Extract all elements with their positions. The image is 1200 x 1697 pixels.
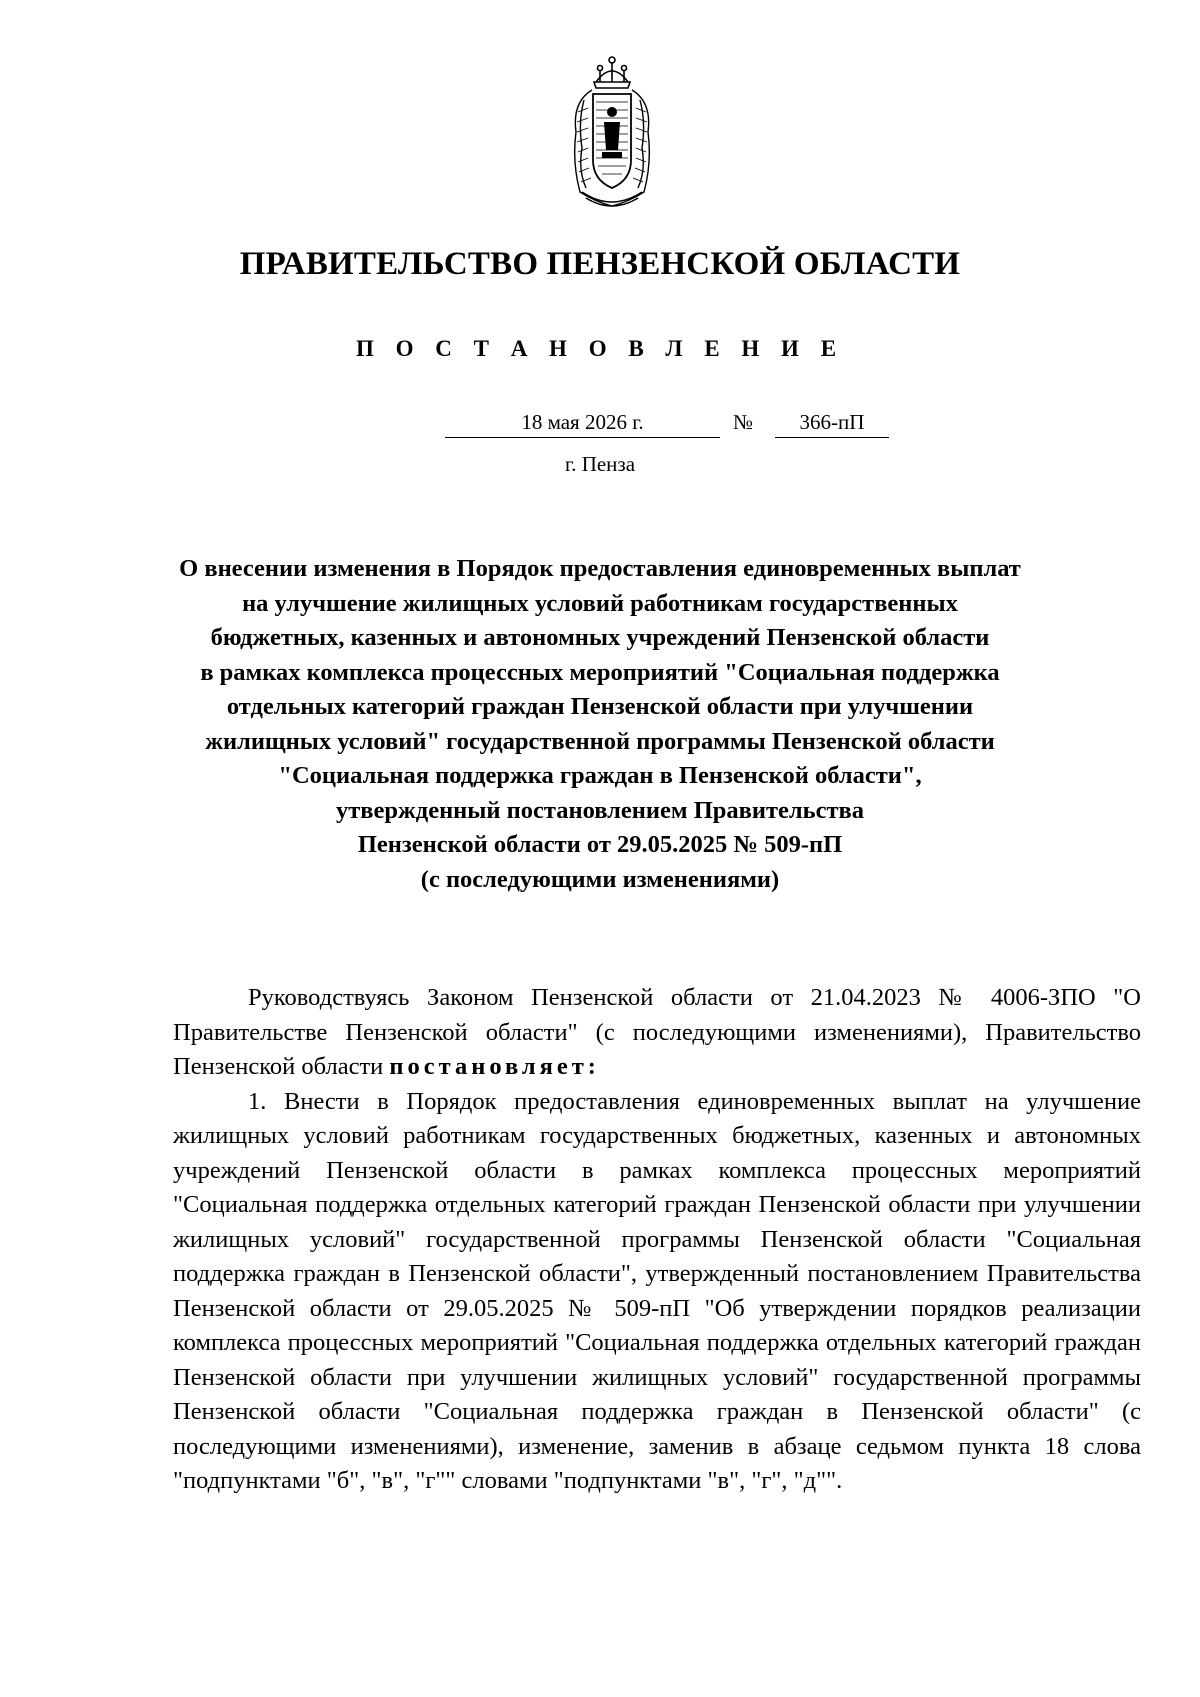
subject-line: жилищных условий" государственной программы Пензенской области bbox=[205, 727, 995, 755]
subject-line: О внесении изменения в Порядок предоставления единовременных выплат bbox=[179, 555, 1021, 582]
subject-line: в рамках комплекса процессных мероприятий "Социальная поддержка bbox=[200, 658, 1000, 686]
item-1-paragraph: 1. Внести в Порядок предоставления единовременных выплат на улучшение жилищных условий работникам государственных бюджетных, казенных и автономных учреждений Пензенской области в рамках комплекса процессных мероприятий "Социальная поддержка отдельных категорий граждан Пензенской области при улучшении жилищных условий" государственной программы Пензенской области "Социальная поддержка граждан в Пензенской области", утвержденный постановлением Правительства Пензенской области от 29.05.2025 № 509-пП "Об утверждении порядков реализации комплекса процессных мероприятий "Социальная поддержка отдельных категорий граждан Пензенской области при улучшении жилищных условий" государственной программы Пензенской области "Социальная поддержка граждан в Пензенской области" (с последующими изменениями), изменение, заменив в абзаце седьмом пункта 18 слова "подпунктами "б", "в", "г"" словами "подпунктами "в", "г", "д"". bbox=[173, 1087, 1141, 1494]
document-subject bbox=[130, 552, 1070, 897]
document-number: 366-пП bbox=[775, 410, 889, 438]
number-sign: № bbox=[733, 410, 754, 434]
preamble-text: Руководствуясь Законом Пензенской области от 21.04.2023 № 4006-ЗПО "О Правительстве Пензенской области" (с последующими изменениями), Правительство Пензенской области bbox=[173, 984, 1141, 1080]
decrees-word: постановляет: bbox=[389, 1053, 600, 1080]
subject-line: Пензенской области от 29.05.2025 № 509-пП bbox=[357, 831, 843, 858]
document-city: г. Пенза bbox=[564, 452, 636, 476]
subject-line: утвержденный постановлением Правительства bbox=[336, 796, 864, 824]
subject-line: (с последующими изменениями) bbox=[420, 865, 780, 893]
subject-line: бюджетных, казенных и автономных учреждений Пензенской области bbox=[210, 624, 990, 651]
document-type: П О С Т А Н О В Л Е Н И Е bbox=[355, 336, 845, 361]
subject-line: "Социальная поддержка граждан в Пензенской области", bbox=[278, 762, 922, 789]
document-date: 18 мая 2026 г. bbox=[445, 410, 720, 438]
subject-line: на улучшение жилищных условий работникам государственных bbox=[242, 589, 958, 617]
government-title: ПРАВИТЕЛЬСТВО ПЕНЗЕНСКОЙ ОБЛАСТИ bbox=[239, 246, 961, 282]
document-body bbox=[173, 981, 1141, 1499]
preamble-paragraph bbox=[173, 981, 1141, 1085]
coat-of-arms-emblem bbox=[566, 52, 658, 212]
subject-line: отдельных категорий граждан Пензенской области при улучшении bbox=[226, 693, 974, 720]
